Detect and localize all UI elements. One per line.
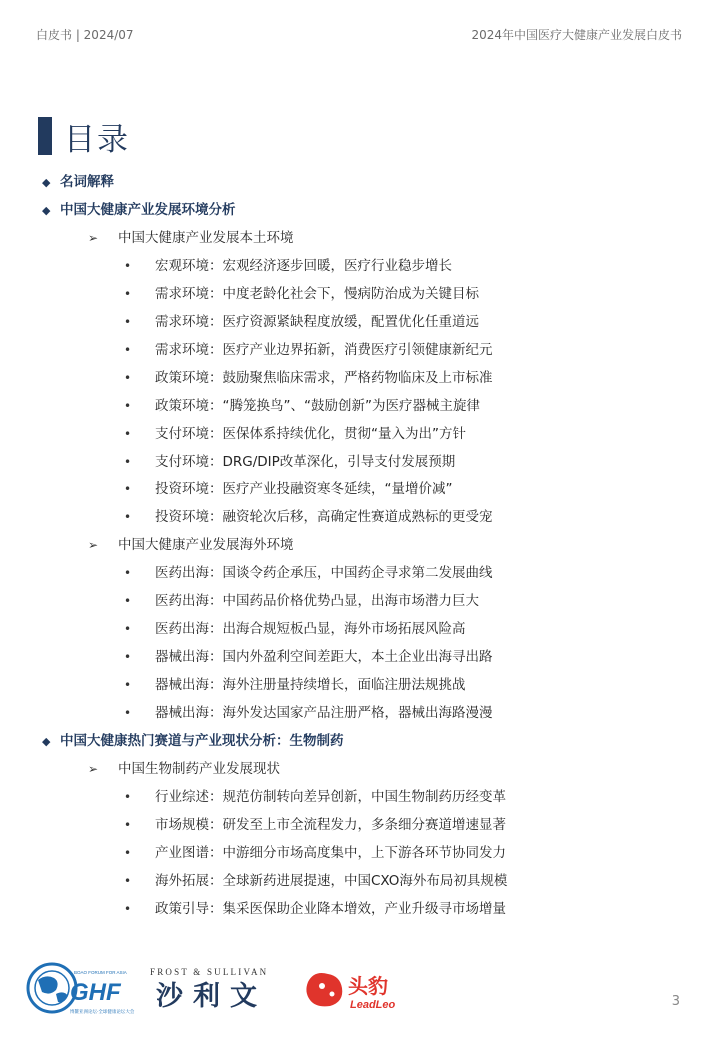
title-block xyxy=(38,114,130,158)
dot-bullet-icon: • xyxy=(124,873,132,888)
leadleo-logo xyxy=(306,973,395,1011)
ghf-logo xyxy=(28,964,135,1015)
ghf-text: GHF xyxy=(70,979,121,1006)
page-number: 3 xyxy=(671,994,680,1009)
arrow-bullet-icon: ➢ xyxy=(88,230,99,245)
header-right: 2024年中国医疗大健康产业发展白皮书 xyxy=(471,28,682,42)
dot-bullet-icon: • xyxy=(124,789,132,804)
toc-item-level3[interactable] xyxy=(124,310,479,330)
toc-item-level3[interactable] xyxy=(124,897,506,917)
toc-item-text: 市场规模：研发至上市全流程发力，多条细分赛道增速显著 xyxy=(155,816,506,833)
toc-item-text: 政策引导：集采医保助企业降本增效，产业升级寻市场增量 xyxy=(155,900,506,917)
toc-item-text: 需求环境：中度老龄化社会下，慢病防治成为关键目标 xyxy=(155,285,479,302)
toc-item-level3[interactable] xyxy=(124,561,493,581)
diamond-bullet-icon: ◆ xyxy=(42,203,51,217)
toc-item-level2[interactable] xyxy=(88,757,280,777)
toc-item-text: 中国大健康产业发展海外环境 xyxy=(118,537,294,554)
toc-item-level3[interactable] xyxy=(124,673,466,693)
diamond-bullet-icon: ◆ xyxy=(42,735,51,748)
toc-item-text: 支付环境：DRG/DIP改革深化，引导支付发展预期 xyxy=(155,453,456,470)
toc-item-level2[interactable] xyxy=(88,226,294,246)
page-title: 目录 xyxy=(64,121,130,158)
dot-bullet-icon: • xyxy=(124,258,132,273)
toc-item-level3[interactable] xyxy=(124,505,493,525)
toc-item-text: 宏观环境：宏观经济逐步回暖，医疗行业稳步增长 xyxy=(155,257,452,274)
toc-item-level3[interactable] xyxy=(124,869,507,889)
frost-sullivan-en: FROST & SULLIVAN xyxy=(150,967,269,977)
title-accent-bar xyxy=(38,117,52,155)
leadleo-cn: 头豹 xyxy=(348,974,388,998)
footer-logos xyxy=(24,960,444,1020)
toc-item-level3[interactable] xyxy=(124,394,480,414)
toc-item-text: 投资环境：医疗产业投融资寒冬延续，“量增价减” xyxy=(155,481,453,498)
dot-bullet-icon: • xyxy=(124,594,132,609)
dot-bullet-icon: • xyxy=(124,482,132,497)
toc-item-text: 海外拓展：全球新药进展提速，中国CXO海外布局初具规模 xyxy=(155,872,508,889)
toc-item-level3[interactable] xyxy=(124,477,453,497)
arrow-bullet-icon: ➢ xyxy=(88,538,99,553)
toc-item-text: 政策环境：鼓励聚焦临床需求，严格药物临床及上市标准 xyxy=(155,369,493,386)
toc-item-level1[interactable] xyxy=(42,729,344,749)
toc-item-text: 器械出海：国内外盈利空间差距大，本土企业出海寻出路 xyxy=(155,649,493,666)
dot-bullet-icon: • xyxy=(124,566,132,581)
toc-item-text: 中国大健康热门赛道与产业现状分析：生物制药 xyxy=(60,733,344,749)
toc-item-level3[interactable] xyxy=(124,701,493,721)
toc-item-text: 中国大健康产业发展环境分析 xyxy=(60,201,236,218)
dot-bullet-icon: • xyxy=(124,845,132,860)
dot-bullet-icon: • xyxy=(124,314,132,329)
dot-bullet-icon: • xyxy=(124,342,132,357)
logos-svg xyxy=(24,960,444,1020)
toc-item-level3[interactable] xyxy=(124,254,452,274)
ghf-caption: 博鳌亚洲论坛·全球健康论坛大会 xyxy=(70,1010,135,1015)
frost-sullivan-cn: 沙利文 xyxy=(156,981,267,1012)
ghf-small-text: BOAO FORUM FOR ASIA xyxy=(74,970,127,975)
toc-item-text: 支付环境：医保体系持续优化，贯彻“量入为出”方针 xyxy=(155,425,466,442)
toc-item-text: 医药出海：国谈令药企承压，中国药企寻求第二发展曲线 xyxy=(155,565,493,582)
toc-item-level3[interactable] xyxy=(124,366,493,386)
dot-bullet-icon: • xyxy=(124,510,132,525)
dot-bullet-icon: • xyxy=(124,817,132,832)
dot-bullet-icon: • xyxy=(124,370,132,385)
arrow-bullet-icon: ➢ xyxy=(88,761,99,776)
frost-sullivan-logo xyxy=(150,967,268,1012)
toc-item-text: 产业图谱：中游细分市场高度集中，上下游各环节协同发力 xyxy=(155,844,506,861)
toc-item-level3[interactable] xyxy=(124,282,479,302)
dot-bullet-icon: • xyxy=(124,398,132,413)
toc-item-level3[interactable] xyxy=(124,785,506,805)
toc-item-level1[interactable] xyxy=(42,170,114,190)
toc-item-level2[interactable] xyxy=(88,533,294,553)
dot-bullet-icon: • xyxy=(124,650,132,665)
toc-item-level3[interactable] xyxy=(124,645,493,665)
dot-bullet-icon: • xyxy=(124,901,132,916)
toc-item-text: 中国大健康产业发展本土环境 xyxy=(118,229,294,246)
toc-item-level3[interactable] xyxy=(124,617,466,637)
toc-item-text: 需求环境：医疗产业边界拓新，消费医疗引领健康新纪元 xyxy=(155,341,493,358)
toc-item-text: 行业综述：规范仿制转向差异创新，中国生物制药历经变革 xyxy=(155,788,506,805)
dot-bullet-icon: • xyxy=(124,286,132,301)
toc-item-level1[interactable] xyxy=(42,198,236,218)
toc-item-level3[interactable] xyxy=(124,841,506,861)
toc-item-level3[interactable] xyxy=(124,338,493,358)
toc-item-text: 政策环境：“腾笼换鸟”、“鼓励创新”为医疗器械主旋律 xyxy=(155,397,480,414)
toc-item-text: 需求环境：医疗资源紧缺程度放缓，配置优化任重道远 xyxy=(155,313,479,330)
toc-item-text: 投资环境：融资轮次后移，高确定性赛道成熟标的更受宠 xyxy=(155,509,493,526)
toc-item-text: 医药出海：出海合规短板凸显，海外市场拓展风险高 xyxy=(155,621,466,638)
header-left: 白皮书 | 2024/07 xyxy=(36,28,134,42)
leadleo-en: LeadLeo xyxy=(350,999,396,1011)
diamond-bullet-icon: ◆ xyxy=(42,176,51,189)
dot-bullet-icon: • xyxy=(124,622,132,637)
toc-item-text: 中国生物制药产业发展现状 xyxy=(118,760,280,777)
toc-item-level3[interactable] xyxy=(124,589,479,609)
toc-item-text: 器械出海：海外注册量持续增长，面临注册法规挑战 xyxy=(155,677,466,694)
dot-bullet-icon: • xyxy=(124,678,132,693)
toc-item-level3[interactable] xyxy=(124,450,455,470)
dot-bullet-icon: • xyxy=(124,706,132,721)
toc-item-level3[interactable] xyxy=(124,422,466,442)
dot-bullet-icon: • xyxy=(124,454,132,469)
toc-item-level3[interactable] xyxy=(124,813,506,833)
dot-bullet-icon: • xyxy=(124,426,132,441)
toc-item-text: 器械出海：海外发达国家产品注册严格，器械出海路漫漫 xyxy=(155,705,493,722)
toc-item-text: 名词解释 xyxy=(60,174,114,190)
toc-item-text: 医药出海：中国药品价格优势凸显，出海市场潜力巨大 xyxy=(155,593,479,610)
